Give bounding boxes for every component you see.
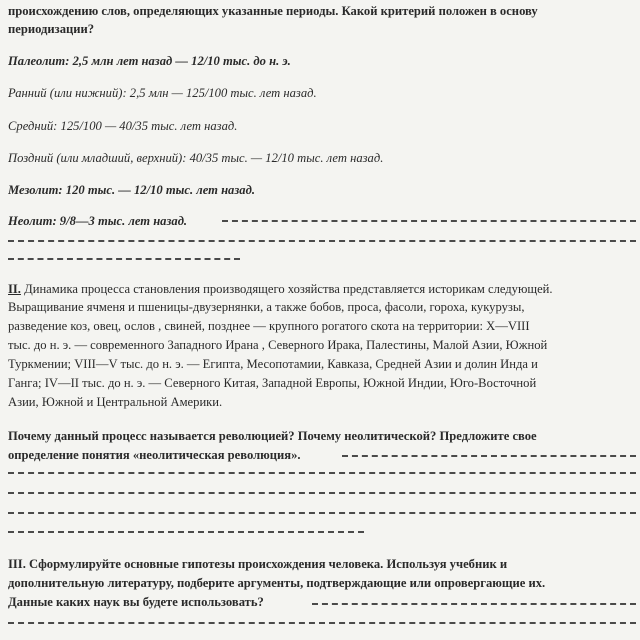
answer-line [222, 220, 636, 222]
period-mesolithic: Мезолит: 120 тыс. — 12/10 тыс. лет назад. [8, 183, 255, 197]
answer-line [8, 622, 636, 624]
section2-line-7: Азии, Южной и Центральной Америки. [8, 395, 223, 409]
period-upper-paleolithic: Поздний (или младший, верхний): 40/35 тыс. — 12/10 тыс. лет назад. [8, 151, 384, 165]
period-neolithic: Неолит: 9/8—3 тыс. лет назад. [8, 214, 188, 228]
section2-line-2: Выращивание ячменя и пшеницы-двузернянки, а также бобов, проса, фасоли, гороха, кукурузы, [8, 300, 525, 314]
section2-line-1 [8, 280, 638, 298]
section2-line-4: тыс. до н. э. — современного Западного Ирана , Северного Ирака, Палестины, Малой Азии, Южной [8, 338, 548, 352]
section3-line-3: Данные каких наук вы будете использовать? [8, 595, 264, 609]
section3-line-1: III. Сформулируйте основные гипотезы происхождения человека. Используя учебник и [8, 557, 508, 571]
answer-line [8, 240, 636, 242]
section3-line-2: дополнительную литературу, подберите аргументы, подтверждающие или опровергающие их. [8, 576, 546, 590]
period-paleolithic: Палеолит: 2,5 млн лет назад — 12/10 тыс. до н. э. [8, 54, 291, 68]
intro-line-2: периодизации? [8, 22, 95, 36]
answer-line [8, 492, 636, 494]
section2-question-1: Почему данный процесс называется революцией? Почему неолитической? Предложите свое [8, 429, 537, 443]
answer-line [312, 603, 636, 605]
answer-line [8, 512, 636, 514]
section2-question-2: определение понятия «неолитическая революция». [8, 448, 301, 462]
section2-line-6: Ганга; IV—II тыс. до н. э. — Северного Китая, Западной Европы, Южной Индии, Юго-Восточной [8, 376, 537, 390]
intro-line-1: происхождению слов, определяющих указанные периоды. Какой критерий положен в основу [8, 4, 538, 18]
period-lower-paleolithic: Ранний (или нижний): 2,5 млн — 125/100 тыс. лет назад. [8, 86, 317, 100]
answer-line [8, 258, 240, 260]
section2-numeral: II. [8, 282, 21, 296]
period-middle-paleolithic: Средний: 125/100 — 40/35 тыс. лет назад. [8, 119, 238, 133]
section2-line-5: Туркмении; VIII—V тыс. до н. э. — Египта, Месопотамии, Кавказа, Средней Азии и долин Инда и [8, 357, 538, 371]
section2-line-3: разведение коз, овец, ослов , свиней, позднее — крупного рогатого скота на территории: Х—VIII [8, 319, 530, 333]
answer-line [8, 531, 364, 533]
answer-line [342, 455, 636, 457]
answer-line [8, 472, 636, 474]
section2-text: Динамика процесса становления производящего хозяйства представляется историкам следующей. [24, 282, 553, 296]
